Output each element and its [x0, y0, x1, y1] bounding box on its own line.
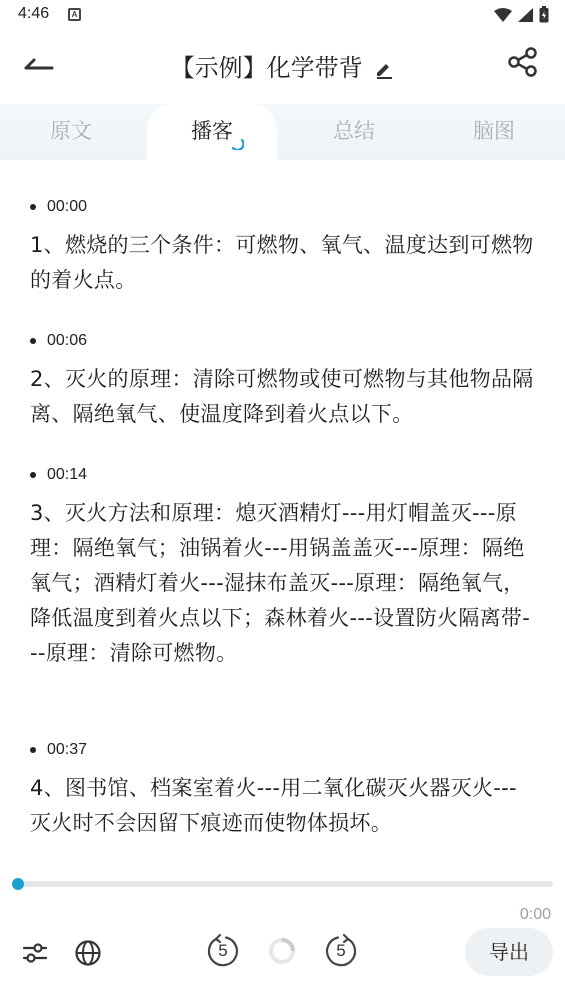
signal-icon — [518, 8, 533, 22]
transcript-segment[interactable] — [30, 464, 535, 671]
segment-text: 2、灭火的原理：清除可燃物或使可燃物与其他物品隔离、隔绝氧气、使温度降到着火点以下。 — [30, 367, 534, 426]
language-button[interactable] — [71, 936, 105, 970]
share-icon — [507, 46, 539, 78]
system-icons — [494, 6, 549, 23]
segment-time-text: 00:14 — [47, 466, 88, 483]
globe-icon — [71, 936, 105, 970]
tab-original[interactable]: 原文 — [50, 119, 92, 143]
segment-time-text: 00:37 — [47, 741, 88, 758]
tab-mindmap[interactable]: 脑图 — [473, 119, 515, 143]
edit-icon[interactable] — [374, 59, 394, 79]
progress-track[interactable] — [18, 881, 553, 887]
forward-button[interactable] — [322, 932, 360, 970]
share-button[interactable] — [507, 46, 543, 82]
play-button[interactable] — [265, 934, 299, 968]
segment-timestamp[interactable] — [30, 330, 535, 352]
loading-indicator-icon — [230, 136, 244, 150]
playback-progress-slider[interactable] — [12, 877, 553, 889]
rewind-button[interactable] — [204, 932, 242, 970]
player-controls — [0, 926, 565, 982]
app-header — [0, 34, 565, 94]
bullet-dot — [30, 747, 36, 753]
tab-podcast[interactable]: 播客 — [147, 104, 277, 160]
page-title: 【示例】化学带背 — [170, 54, 363, 82]
transcript-segment[interactable] — [30, 196, 535, 298]
bullet-dot — [30, 338, 36, 344]
forward-seconds: 5 — [336, 941, 346, 960]
tab-bar — [0, 104, 565, 160]
rewind-seconds: 5 — [218, 941, 228, 960]
progress-knob[interactable] — [12, 878, 24, 890]
bullet-dot — [30, 472, 36, 478]
tab-summary[interactable]: 总结 — [333, 119, 375, 143]
segment-text: 1、燃烧的三个条件：可燃物、氧气、温度达到可燃物的着火点。 — [30, 233, 534, 292]
battery-icon — [539, 6, 549, 23]
notification-icon: A — [68, 8, 81, 21]
status-time: 4:46 — [18, 5, 50, 22]
transcript-segment[interactable] — [30, 739, 535, 841]
current-time-label: 0:00 — [519, 906, 551, 923]
segment-timestamp[interactable] — [30, 464, 535, 486]
segment-timestamp[interactable] — [30, 739, 535, 761]
settings-button[interactable] — [18, 936, 52, 970]
wifi-icon — [494, 8, 512, 22]
loading-spinner-icon — [265, 934, 299, 968]
segment-text: 4、图书馆、档案室着火---用二氧化碳灭火器灭火---灭火时不会因留下痕迹而使物体损坏。 — [30, 776, 517, 835]
status-bar — [0, 0, 565, 32]
transcript-panel[interactable] — [0, 160, 565, 860]
title-area[interactable] — [0, 48, 565, 83]
transcript-segment[interactable] — [30, 330, 535, 432]
segment-timestamp[interactable] — [30, 196, 535, 218]
segment-time-text: 00:06 — [47, 332, 88, 349]
bullet-dot — [30, 204, 36, 210]
segment-time-text: 00:00 — [47, 198, 88, 215]
export-button[interactable]: 导出 — [465, 928, 553, 976]
segment-text: 3、灭火方法和原理：熄灭酒精灯---用灯帽盖灭---原理：隔绝氧气；油锅着火---用锅盖盖灭---原理：隔绝氧气；酒精灯着火---湿抹布盖灭---原理：隔绝氧气，降低温度到着火点以下；森林着火---设置防火隔离带---原理：清除可燃物。 — [30, 501, 531, 665]
settings-sliders-icon — [18, 936, 52, 970]
